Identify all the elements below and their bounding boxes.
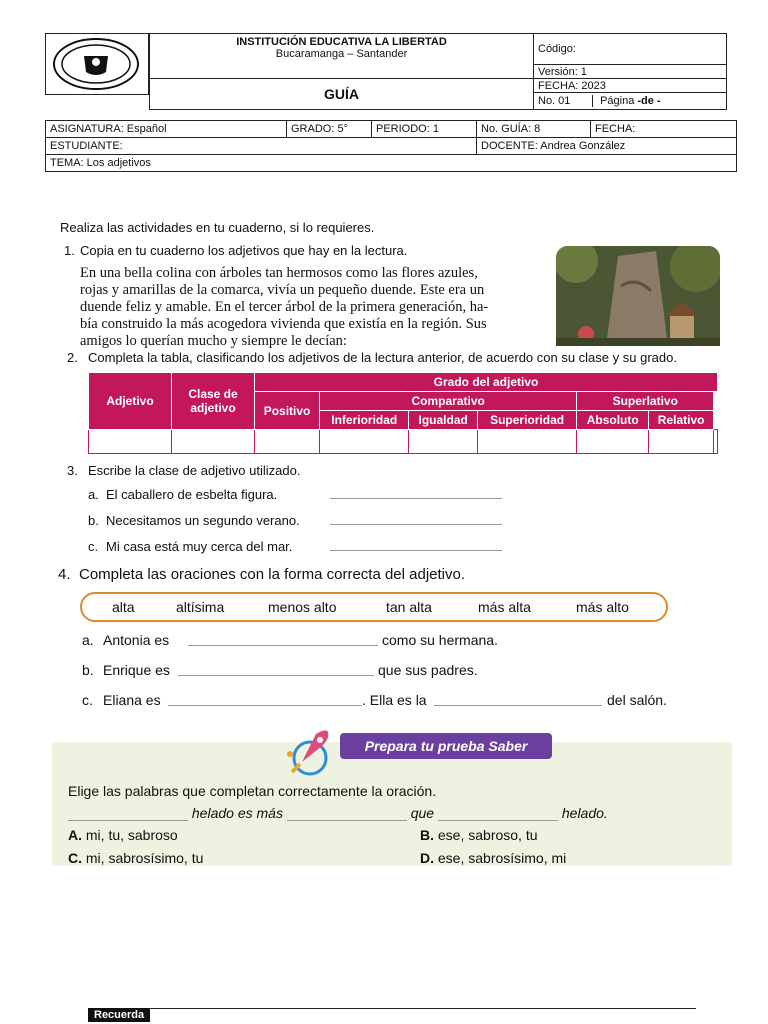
tree-house-illustration	[556, 246, 720, 346]
answer-d[interactable]	[420, 850, 566, 866]
numero-cell: No. 01	[534, 95, 593, 107]
q4c-post: del salón.	[607, 692, 667, 708]
q3-item-a: El caballero de esbelta figura.	[106, 487, 278, 502]
reading-line: En una bella colina con árboles tan hermosos como las flores azules,	[80, 265, 478, 281]
col-comparativo: Comparativo	[320, 392, 577, 411]
sentence-part: helado es más	[191, 805, 283, 821]
col-adjetivo: Adjetivo	[89, 373, 172, 430]
q4b-blank[interactable]	[178, 661, 374, 676]
recuerda-label: Recuerda	[88, 1008, 150, 1022]
saber-blank-3[interactable]	[438, 808, 558, 821]
q3-answer-a[interactable]	[330, 486, 502, 499]
q4c-pre: Eliana es	[103, 692, 161, 708]
fecha: FECHA:	[591, 121, 737, 138]
periodo: PERIODO: 1	[372, 121, 477, 138]
table-row[interactable]	[89, 430, 718, 454]
adjectives-table	[88, 372, 718, 454]
saber-section	[52, 742, 732, 866]
option-word: más alta	[478, 599, 531, 615]
col-relativo: Relativo	[649, 411, 714, 430]
answer-a[interactable]	[68, 827, 178, 843]
school-logo-box	[45, 33, 149, 95]
answer-letter: A.	[68, 827, 82, 843]
option-word: tan alta	[386, 599, 432, 615]
saber-badge: Prepara tu prueba Saber	[340, 733, 552, 759]
col-superlativo: Superlativo	[577, 392, 714, 411]
q4-number: 4.	[58, 566, 71, 583]
pagina-de: -de -	[637, 95, 661, 107]
answer-letter: B.	[420, 827, 434, 843]
q4c-mid: . Ella es la	[362, 692, 427, 708]
reading-line: rojas y amarillas de la comarca, vivía un pequeño duende. Este era un	[80, 282, 485, 298]
reading-line: bía construido la más acogedora vivienda que existía en la región. Sus	[80, 316, 487, 332]
options-box	[80, 592, 668, 622]
q2-text: Completa la tabla, clasificando los adjetivos de la lectura anterior, de acuerdo con su clase y su grado.	[88, 350, 677, 365]
table-cell[interactable]	[649, 430, 714, 454]
col-igualdad: Igualdad	[409, 411, 477, 430]
header-table	[149, 33, 727, 110]
col-superioridad: Superioridad	[477, 411, 576, 430]
q4a-blank[interactable]	[188, 631, 378, 646]
rocket-icon	[282, 724, 340, 778]
answer-letter: D.	[420, 850, 434, 866]
codigo-cell: Código:	[534, 34, 727, 65]
saber-blank-2[interactable]	[287, 808, 407, 821]
table-cell[interactable]	[255, 430, 320, 454]
q4c-letter: c.	[82, 692, 93, 708]
doc-type: GUÍA	[150, 79, 534, 110]
school-name: INSTITUCIÓN EDUCATIVA LA LIBERTAD	[236, 36, 447, 48]
sentence-part: helado.	[561, 805, 608, 821]
q2-number: 2.	[67, 350, 78, 365]
estudiante: ESTUDIANTE:	[46, 138, 477, 155]
school-city: Bucaramanga – Santander	[275, 48, 408, 60]
version-cell: Versión: 1	[534, 65, 727, 79]
q3-item-b: Necesitamos un segundo verano.	[106, 513, 300, 528]
q4-text: Completa las oraciones con la forma correcta del adjetivo.	[79, 566, 466, 583]
table-cell[interactable]	[477, 430, 576, 454]
q4b-post: que sus padres.	[378, 662, 478, 678]
q4c-blank-1[interactable]	[168, 691, 362, 706]
q4a-post: como su hermana.	[382, 632, 498, 648]
docente: DOCENTE: Andrea González	[477, 138, 737, 155]
q1-number: 1.	[64, 243, 75, 258]
recuerda-box	[88, 1008, 696, 1024]
saber-blank-1[interactable]	[68, 808, 188, 821]
table-cell[interactable]	[89, 430, 172, 454]
intro-text: Realiza las actividades en tu cuaderno, si lo requieres.	[60, 220, 375, 235]
asignatura: ASIGNATURA: Español	[46, 121, 287, 138]
q3-item-c-letter: c.	[88, 539, 99, 554]
col-absoluto: Absoluto	[577, 411, 649, 430]
q3-item-a-letter: a.	[88, 487, 99, 502]
fecha-cell: FECHA: 2023	[534, 79, 727, 93]
q1-text: Copia en tu cuaderno los adjetivos que hay en la lectura.	[80, 243, 408, 258]
q3-answer-c[interactable]	[330, 538, 502, 551]
school-seal-icon	[46, 34, 146, 92]
option-word: altísima	[176, 599, 225, 615]
option-word: más alto	[576, 599, 629, 615]
saber-sentence	[68, 805, 728, 821]
table-cell[interactable]	[577, 430, 649, 454]
tema: TEMA: Los adjetivos	[46, 155, 737, 172]
q4a-letter: a.	[82, 632, 94, 648]
q3-item-b-letter: b.	[88, 513, 99, 528]
col-grado: Grado del adjetivo	[255, 373, 718, 392]
q3-item-c: Mi casa está muy cerca del mar.	[106, 539, 293, 554]
col-positivo: Positivo	[255, 392, 320, 430]
option-word: menos alto	[268, 599, 337, 615]
q4a-pre: Antonia es	[103, 632, 170, 648]
q3-answer-b[interactable]	[330, 512, 502, 525]
answer-letter: C.	[68, 850, 82, 866]
answer-text: ese, sabroso, tu	[437, 827, 538, 843]
q4b-letter: b.	[82, 662, 94, 678]
table-cell[interactable]	[714, 430, 718, 454]
col-clase: Clase de adjetivo	[172, 373, 255, 430]
answer-text: ese, sabrosísimo, mi	[437, 850, 567, 866]
table-cell[interactable]	[409, 430, 477, 454]
answer-c[interactable]	[68, 850, 203, 866]
answer-text: mi, sabrosísimo, tu	[85, 850, 204, 866]
saber-prompt: Elige las palabras que completan correctamente la oración.	[68, 783, 437, 799]
q4b-pre: Enrique es	[103, 662, 170, 678]
no-guia: No. GUÍA: 8	[477, 121, 591, 138]
q3-number: 3.	[67, 463, 78, 478]
col-inferioridad: Inferioridad	[320, 411, 409, 430]
pagina-label: Página	[600, 95, 638, 107]
grado: GRADO: 5°	[287, 121, 372, 138]
table-cell[interactable]	[320, 430, 409, 454]
reading-line: amigos lo querían mucho y siempre le decían:	[80, 333, 347, 349]
option-word: alta	[112, 599, 135, 615]
answer-b[interactable]	[420, 827, 538, 843]
answer-text: mi, tu, sabroso	[85, 827, 178, 843]
q3-text: Escribe la clase de adjetivo utilizado.	[88, 463, 301, 478]
sentence-part: que	[410, 805, 435, 821]
q4c-blank-2[interactable]	[434, 691, 602, 706]
reading-text	[80, 265, 550, 350]
info-table	[45, 120, 737, 172]
table-cell[interactable]	[172, 430, 255, 454]
reading-line: duende feliz y amable. En el tercer árbol de la primera generación, ha-	[80, 299, 489, 315]
